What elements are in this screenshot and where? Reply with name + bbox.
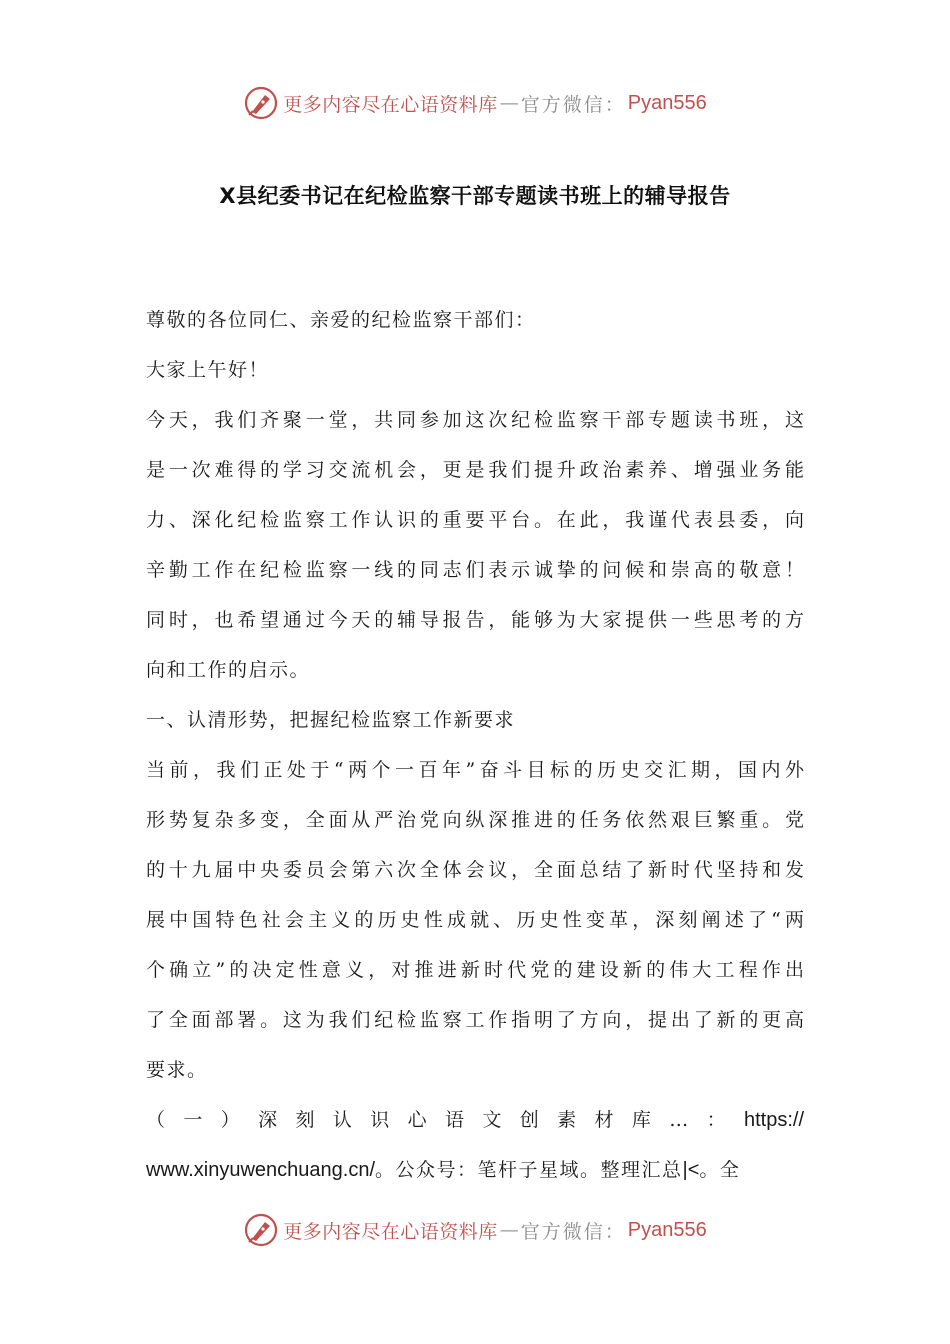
banner-wechat-id: Pyan556 [627, 91, 707, 114]
subheading-line [146, 1095, 804, 1145]
paragraph-line: 要求。 [146, 1059, 208, 1081]
banner-main-text: 更多内容尽在心语资料库 [283, 93, 498, 116]
paragraph-line: 展中国特色社会主义的历史性成就、历史性变革，深刻阐述了“两 [146, 909, 804, 931]
paragraph-line: 个确立”的决定性意义，对推进新时代党的建设新的伟大工程作出 [146, 959, 804, 981]
document-title: X县纪委书记在纪检监察干部专题读书班上的辅导报告 [219, 184, 731, 208]
paragraph-line: 今天，我们齐聚一堂，共同参加这次纪检监察干部专题读书班，这 [146, 409, 804, 431]
paragraph-line: 辛勤工作在纪检监察一线的同志们表示诚挚的问候和崇高的敬意！ [146, 559, 804, 581]
paragraph-line: 向和工作的启示。 [146, 659, 311, 681]
section-heading: 一、认清形势，把握纪检监察工作新要求 [146, 709, 516, 731]
source-line [146, 1145, 804, 1195]
source-tail: 。全 [699, 1159, 741, 1181]
paragraph-line: 同时，也希望通过今天的辅导报告，能够为大家提供一些思考的方 [146, 609, 804, 631]
pen-nib-logo-icon [243, 1212, 279, 1248]
footer-banner [0, 1205, 950, 1255]
paragraph-line: 力、深化纪检监察工作认识的重要平台。在此，我谨代表县委，向 [146, 509, 804, 531]
document-body [146, 295, 804, 1195]
url-fragment: https:// [743, 1109, 804, 1131]
paragraph-line: 是一次难得的学习交流机会，更是我们提升政治素养、增强业务能 [146, 459, 804, 481]
banner-dash: — [499, 92, 519, 114]
banner-sub-text: 官方微信： [520, 1220, 626, 1243]
greeting-line: 大家上午好！ [146, 359, 270, 381]
paragraph-line: 当前，我们正处于“两个一百年”奋斗目标的历史交汇期，国内外 [146, 759, 804, 781]
pen-nib-logo-icon [243, 85, 279, 121]
banner-wechat-id: Pyan556 [627, 1218, 707, 1241]
source-text: 。公众号：笔杆子星域。整理汇总 [375, 1159, 683, 1181]
subheading-text: （一）深刻认识心语文创素材库…： [146, 1109, 744, 1131]
header-banner [0, 78, 950, 128]
source-symbol: |< [682, 1159, 700, 1181]
banner-sub-text: 官方微信： [520, 93, 626, 116]
banner-dash: — [499, 1219, 519, 1241]
paragraph-line: 的十九届中央委员会第六次全体会议，全面总结了新时代坚持和发 [146, 859, 804, 881]
banner-main-text: 更多内容尽在心语资料库 [283, 1220, 498, 1243]
source-url: www.xinyuwenchuang.cn/ [146, 1159, 376, 1181]
paragraph-line: 形势复杂多变，全面从严治党向纵深推进的任务依然艰巨繁重。党 [146, 809, 804, 831]
paragraph-line: 了全面部署。这为我们纪检监察工作指明了方向，提出了新的更高 [146, 1009, 804, 1031]
salutation-line: 尊敬的各位同仁、亲爱的纪检监察干部们： [146, 309, 536, 331]
